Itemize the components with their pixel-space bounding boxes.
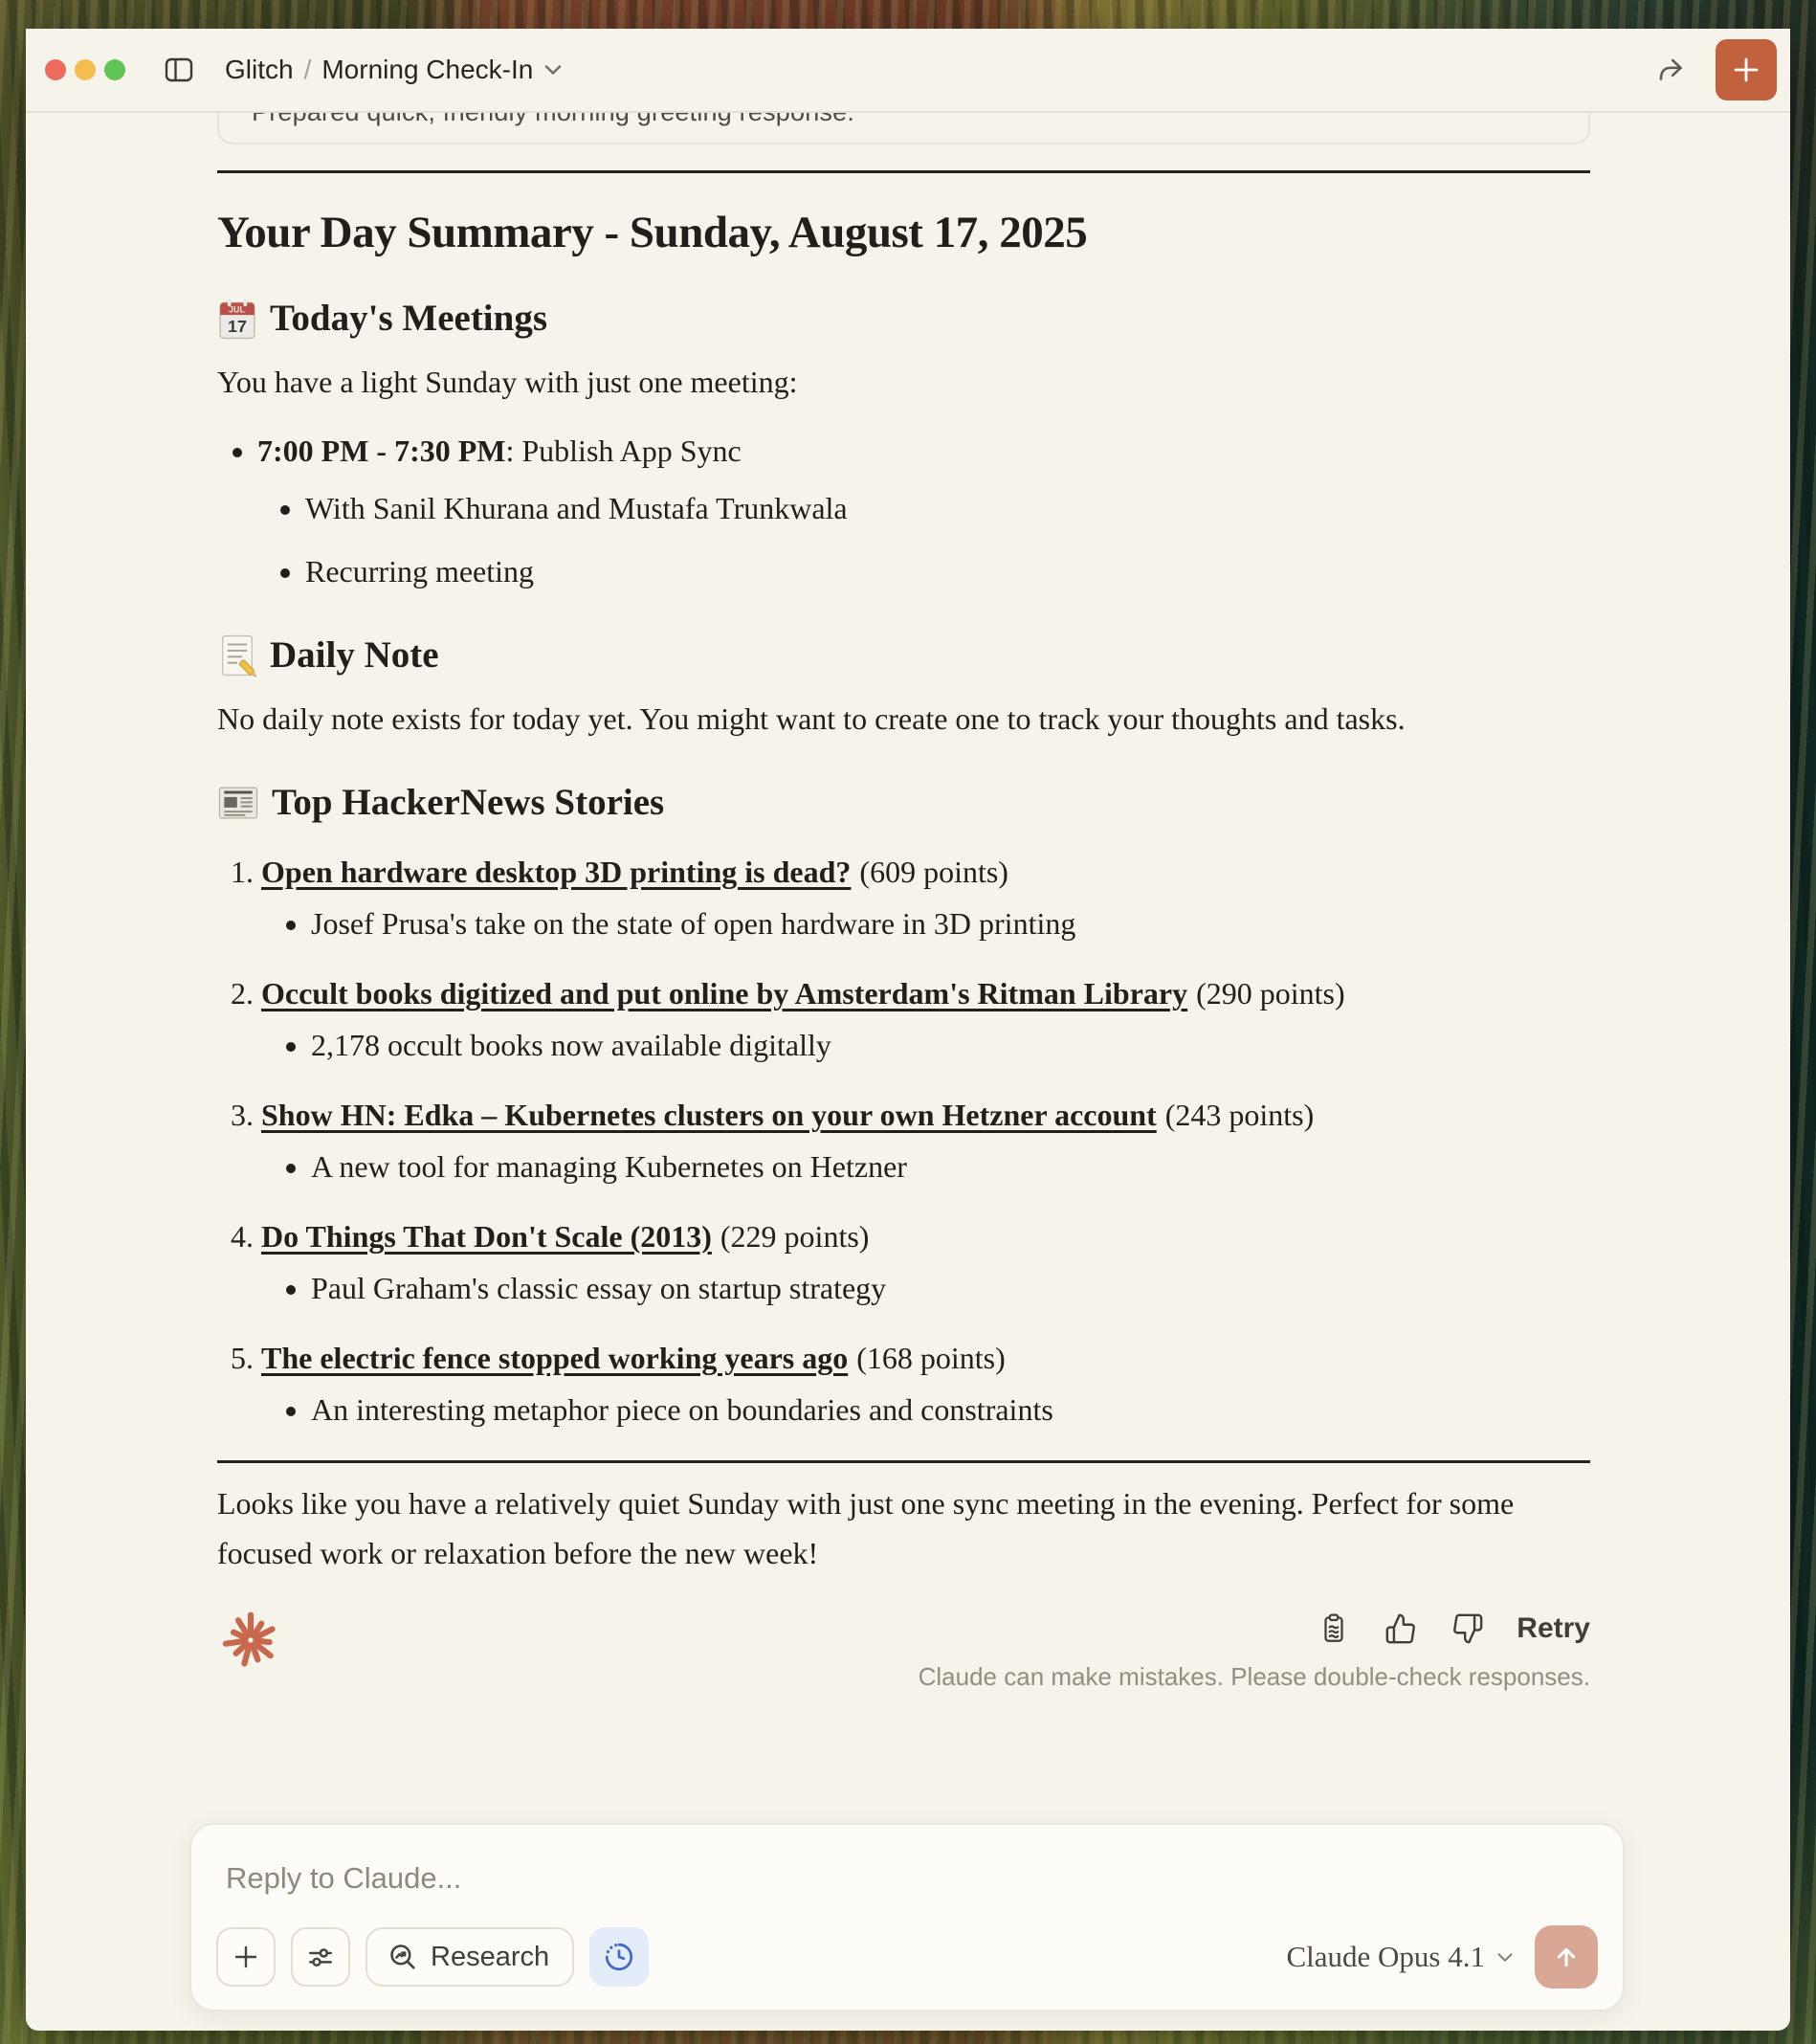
- meetings-list: [217, 426, 1590, 596]
- story-summary: • Josef Prusa's take on the state of open hardware in 3D printing: [311, 899, 1590, 948]
- claude-logo: [221, 1611, 280, 1670]
- meetings-heading: [217, 296, 1590, 342]
- story-summary: • Paul Graham's classic essay on startup strategy: [311, 1263, 1590, 1313]
- story-points: (229 points): [720, 1219, 870, 1254]
- minimize-window-button[interactable]: [75, 59, 96, 80]
- copy-button[interactable]: [1316, 1611, 1352, 1647]
- composer: [189, 1823, 1625, 2011]
- send-button[interactable]: [1535, 1925, 1598, 1988]
- story-summary: • A new tool for managing Kubernetes on Hetzner: [311, 1142, 1590, 1191]
- titlebar: [26, 29, 1790, 113]
- svg-text:17: 17: [228, 317, 247, 337]
- research-button[interactable]: [365, 1927, 574, 1987]
- newspaper-emoji-icon: [217, 783, 259, 823]
- story-points: (243 points): [1164, 1098, 1315, 1132]
- meeting-time: 7:00 PM - 7:30 PM: [257, 433, 506, 468]
- story-link[interactable]: Do Things That Don't Scale (2013): [261, 1219, 712, 1254]
- day-summary-title: Your Day Summary - Sunday, August 17, 2025: [217, 208, 1088, 257]
- traffic-lights: [45, 59, 125, 80]
- thumbs-up-button[interactable]: [1383, 1611, 1419, 1647]
- meetings-heading-label: Today's Meetings: [270, 298, 548, 339]
- research-icon: [387, 1941, 419, 1973]
- meeting-details: [257, 483, 1590, 596]
- chevron-down-icon: [543, 63, 563, 77]
- model-name: Claude Opus 4.1: [1286, 1940, 1485, 1973]
- share-icon: [1653, 53, 1688, 87]
- retry-button[interactable]: Retry: [1517, 1612, 1590, 1644]
- svg-text:JUL: JUL: [229, 304, 245, 315]
- composer-toolbar: [216, 1925, 1598, 1988]
- story-link[interactable]: Show HN: Edka – Kubernetes clusters on your own Hetzner account: [261, 1098, 1157, 1132]
- section-divider-top: [217, 170, 1590, 173]
- meeting-detail-attendees: • With Sanil Khurana and Mustafa Trunkwala: [305, 483, 1590, 533]
- sidebar-icon: [163, 54, 195, 86]
- story-link[interactable]: Occult books digitized and put online by Amsterdam's Ritman Library: [261, 976, 1188, 1011]
- hackernews-heading: [217, 780, 1590, 826]
- chat-scroll-area: [26, 113, 1790, 2031]
- story-item: [261, 1333, 1590, 1434]
- chevron-down-icon: [1496, 1951, 1514, 1964]
- zoom-window-button[interactable]: [104, 59, 125, 80]
- model-selector[interactable]: [1280, 1940, 1519, 1974]
- clipboard-icon: [1318, 1612, 1350, 1645]
- arrow-up-icon: [1545, 1936, 1587, 1978]
- sidebar-toggle-button[interactable]: [160, 51, 198, 89]
- story-link[interactable]: Open hardware desktop 3D printing is dead?: [261, 855, 852, 889]
- story-points: (168 points): [856, 1341, 1006, 1375]
- story-item: [261, 847, 1590, 948]
- hackernews-list: [217, 847, 1590, 1434]
- clock-history-icon: [603, 1941, 635, 1973]
- daily-note-heading-label: Daily Note: [270, 634, 439, 676]
- research-button-label: Research: [431, 1941, 550, 1972]
- chat-title: Morning Check-In: [321, 55, 534, 84]
- tools-button[interactable]: [291, 1927, 350, 1987]
- titlebar-actions: [1650, 39, 1777, 100]
- section-divider-bottom: [217, 1460, 1590, 1463]
- story-item: [261, 968, 1590, 1070]
- meetings-intro: You have a light Sunday with just one meeting:: [217, 365, 798, 399]
- disclaimer-text: Claude can make mistakes. Please double-check responses.: [918, 1662, 1590, 1691]
- daily-note-body: No daily note exists for today yet. You might want to create one to track your thoughts and tasks.: [217, 701, 1406, 736]
- breadcrumb[interactable]: [225, 55, 563, 85]
- breadcrumb-separator: /: [303, 55, 312, 84]
- close-window-button[interactable]: [45, 59, 66, 80]
- thumbs-up-icon: [1384, 1612, 1417, 1645]
- thumbs-down-icon: [1451, 1612, 1484, 1645]
- story-points: (609 points): [859, 855, 1008, 889]
- daily-note-heading: [217, 633, 1590, 678]
- memo-emoji-icon: [217, 633, 257, 678]
- closing-paragraph: Looks like you have a relatively quiet Sunday with just one sync meeting in the evening. Perfect for some focused work or relaxation before the new week!: [217, 1486, 1515, 1570]
- sliders-icon: [305, 1942, 336, 1972]
- story-summary: • 2,178 occult books now available digitally: [311, 1020, 1590, 1070]
- claude-asterisk-icon: [221, 1611, 280, 1670]
- attach-button[interactable]: [216, 1927, 276, 1987]
- plus-icon: [231, 1942, 261, 1972]
- story-item: [261, 1211, 1590, 1313]
- plus-icon: [1730, 54, 1762, 86]
- hackernews-heading-label: Top HackerNews Stories: [272, 782, 665, 823]
- meeting-title: : Publish App Sync: [505, 433, 742, 468]
- story-summary: • An interesting metaphor piece on boundaries and constraints: [311, 1385, 1590, 1434]
- meeting-detail-recurring: • Recurring meeting: [305, 546, 1590, 596]
- story-link[interactable]: The electric fence stopped working years ago: [261, 1341, 849, 1375]
- collapsed-steps-panel[interactable]: [217, 113, 1590, 144]
- response-footer: [217, 1611, 1590, 1692]
- scheduled-tasks-button[interactable]: [589, 1927, 649, 1987]
- story-points: (290 points): [1196, 976, 1345, 1011]
- project-name: Glitch: [225, 55, 294, 84]
- app-window: [26, 29, 1790, 2031]
- share-button[interactable]: [1650, 50, 1691, 90]
- meeting-item: [257, 426, 1590, 596]
- response-actions: [919, 1611, 1590, 1692]
- assistant-message: [217, 170, 1590, 1578]
- thumbs-down-button[interactable]: [1450, 1611, 1486, 1647]
- reply-input[interactable]: Reply to Claude...: [226, 1861, 462, 1895]
- story-item: [261, 1090, 1590, 1191]
- new-chat-button[interactable]: [1716, 39, 1777, 100]
- calendar-emoji-icon: [217, 297, 257, 341]
